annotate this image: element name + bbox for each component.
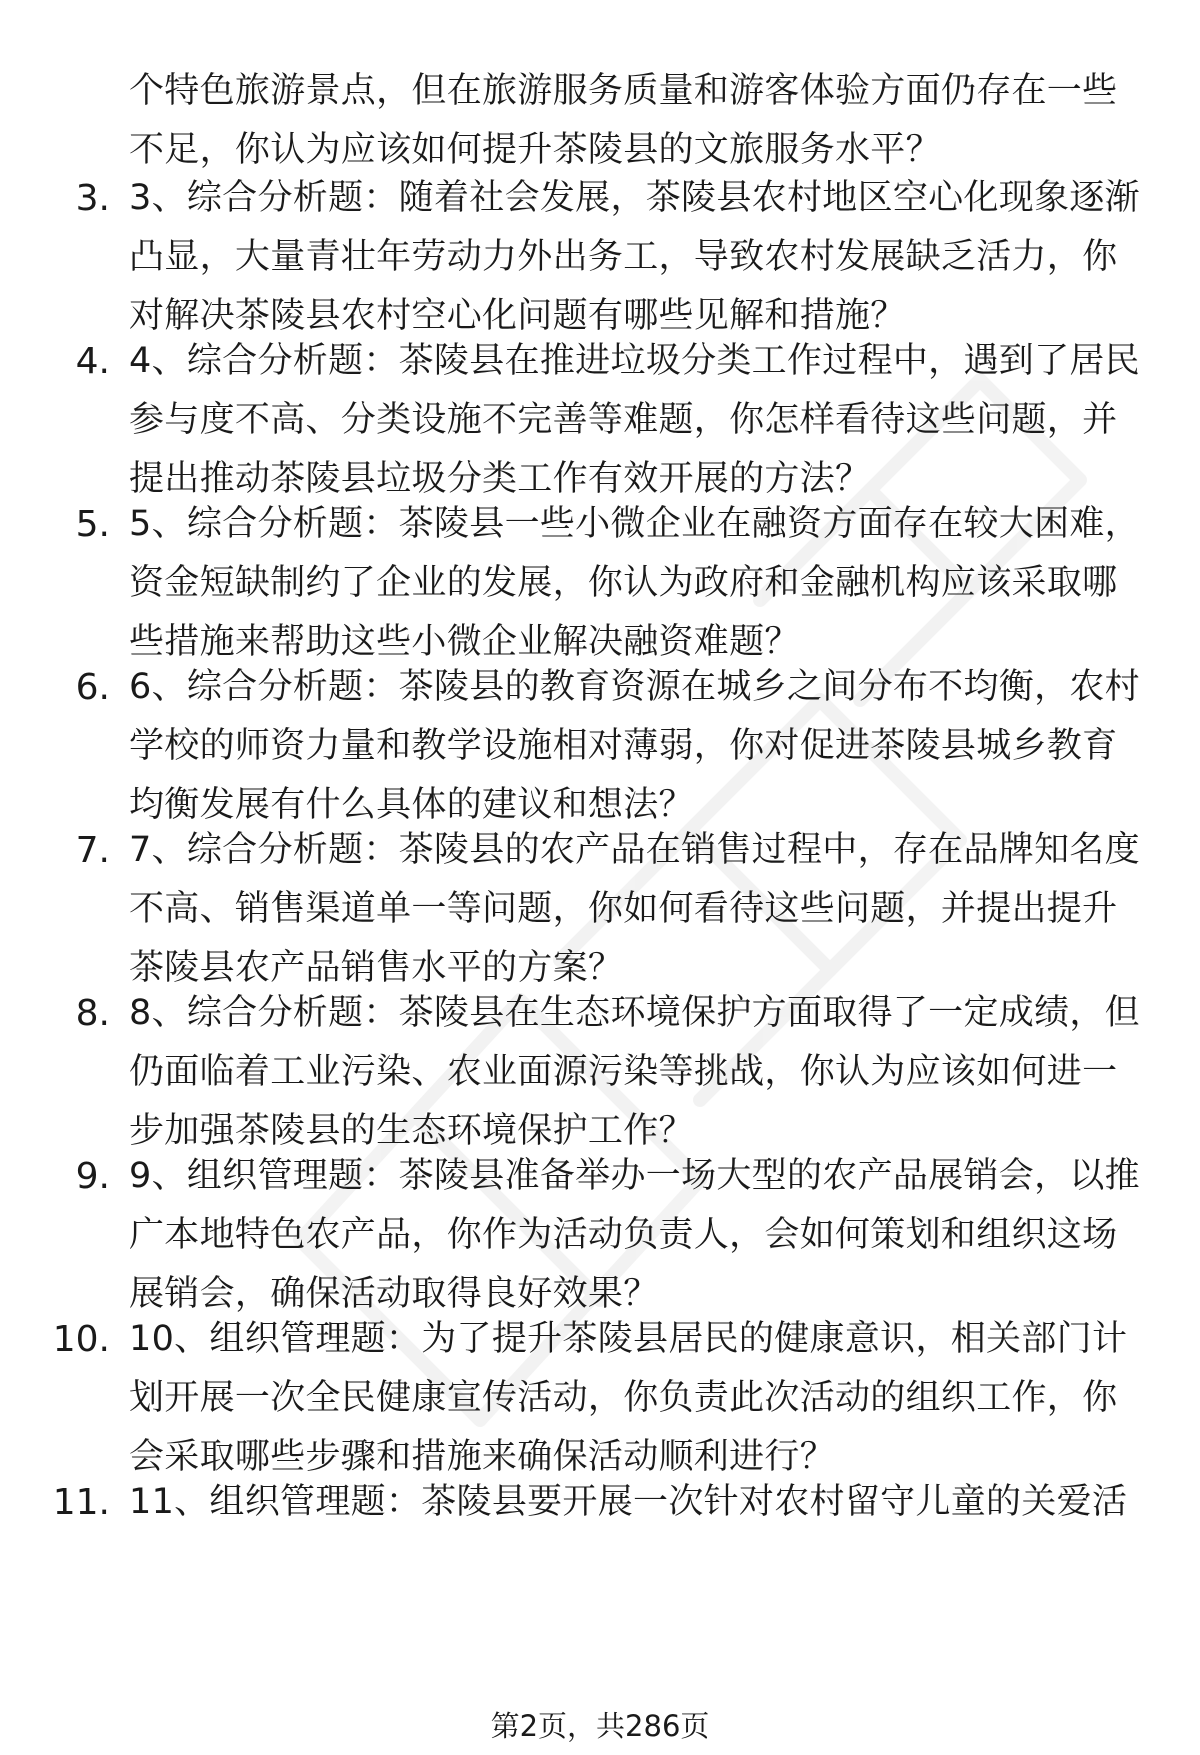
list-number: 7.: [75, 830, 110, 871]
item-text-line: 茶陵县农产品销售水平的方案？: [129, 948, 624, 988]
item-text-line: 些措施来帮助这些小微企业解决融资难题？: [129, 622, 800, 662]
list-number: 5.: [75, 504, 110, 545]
item-text-line: 11、组织管理题：茶陵县要开展一次针对农村留守儿童的关爱活: [129, 1482, 1128, 1522]
item-text-line: 资金短缺制约了企业的发展，你认为政府和金融机构应该采取哪: [129, 563, 1118, 603]
page-indicator: 第2页，共286页: [490, 1709, 710, 1743]
item-text-line: 8、综合分析题：茶陵县在生态环境保护方面取得了一定成绩，但: [129, 993, 1140, 1033]
item-text-line: 仍面临着工业污染、农业面源污染等挑战，你认为应该如何进一: [129, 1052, 1118, 1092]
item-text-line: 不高、销售渠道单一等问题，你如何看待这些问题，并提出提升: [129, 889, 1118, 929]
list-number: 6.: [75, 667, 110, 708]
list-number: 4.: [75, 341, 110, 382]
item-text-line: 参与度不高、分类设施不完善等难题，你怎样看待这些问题，并: [129, 400, 1118, 440]
item-text-line: 提出推动茶陵县垃圾分类工作有效开展的方法？: [129, 459, 871, 499]
item-text-line: 学校的师资力量和教学设施相对薄弱，你对促进茶陵县城乡教育: [129, 726, 1118, 766]
item-text-line: 均衡发展有什么具体的建议和想法？: [129, 785, 694, 825]
list-number: 9.: [75, 1156, 110, 1197]
item-text-line: [129, 1532, 1179, 1591]
list-number: 11.: [52, 1482, 110, 1523]
item-text-line: [129, 1636, 1179, 1695]
item-text-line: 7、综合分析题：茶陵县的农产品在销售过程中，存在品牌知名度: [129, 830, 1140, 870]
item-text-line: 对解决茶陵县农村空心化问题有哪些见解和措施？: [129, 296, 906, 336]
item-text-line: 5、综合分析题：茶陵县一些小微企业在融资方面存在较大困难，: [129, 504, 1140, 544]
list-number: 3.: [75, 178, 110, 219]
item-text-line: 4、综合分析题：茶陵县在推进垃圾分类工作过程中，遇到了居民: [129, 341, 1140, 381]
item-text-line: 3、综合分析题：随着社会发展，茶陵县农村地区空心化现象逐渐: [129, 178, 1140, 218]
item-text-line: 6、综合分析题：茶陵县的教育资源在城乡之间分布不均衡，农村: [129, 667, 1140, 707]
list-number: 8.: [75, 993, 110, 1034]
list-number: 10.: [52, 1319, 110, 1360]
item-text-line: 凸显，大量青壮年劳动力外出务工，导致农村发展缺乏活力，你: [129, 237, 1118, 277]
item-text-line: 广本地特色农产品，你作为活动负责人，会如何策划和组织这场: [129, 1215, 1118, 1255]
item-text-line: 会采取哪些步骤和措施来确保活动顺利进行？: [129, 1437, 836, 1477]
item-text-line: 不足，你认为应该如何提升茶陵县的文旅服务水平？: [129, 130, 941, 170]
item-text-line: 步加强茶陵县的生态环境保护工作？: [129, 1111, 694, 1151]
item-text-line: 10、组织管理题：为了提升茶陵县居民的健康意识，相关部门计: [129, 1319, 1128, 1359]
item-text-line: 个特色旅游景点，但在旅游服务质量和游客体验方面仍存在一些: [129, 71, 1118, 111]
item-text-line: 展销会，确保活动取得良好效果？: [129, 1274, 659, 1314]
item-text-line: 划开展一次全民健康宣传活动，你负责此次活动的组织工作，你: [129, 1378, 1118, 1418]
item-text-line: 9、组织管理题：茶陵县准备举办一场大型的农产品展销会，以推: [129, 1156, 1140, 1196]
